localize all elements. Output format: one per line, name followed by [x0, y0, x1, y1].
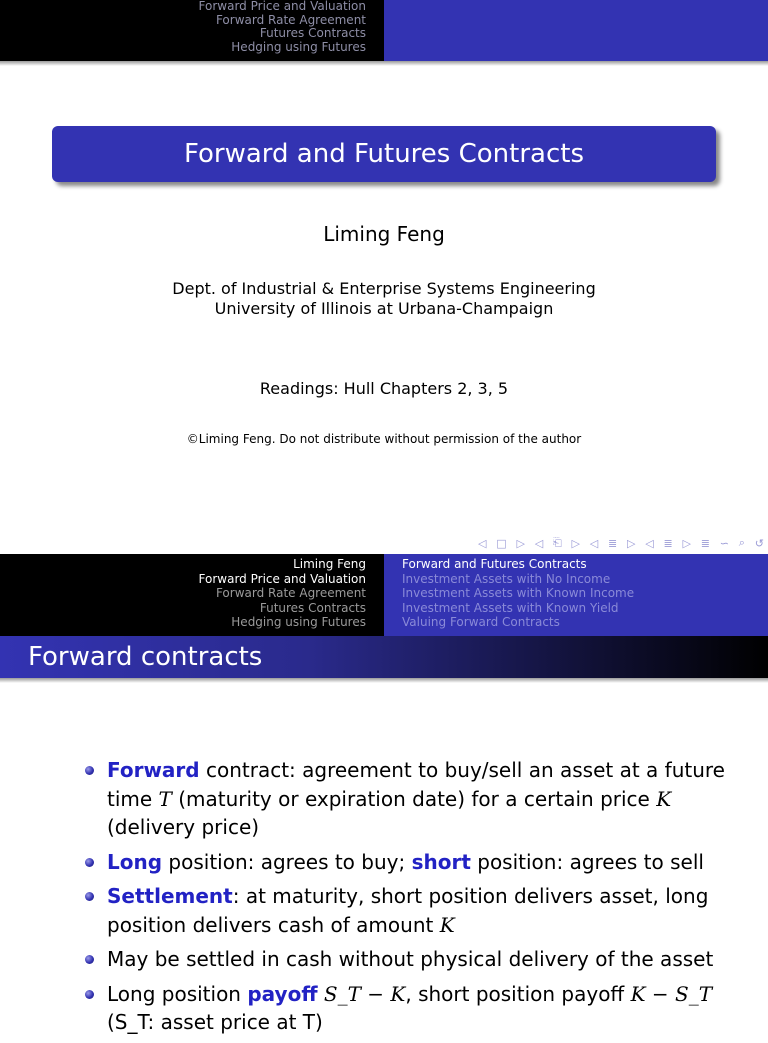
nav-subsection-known-yield[interactable]: Investment Assets with Known Yield [402, 600, 619, 615]
keyword: payoff [247, 981, 318, 1006]
bullet-text: , short position payoff [405, 981, 631, 1006]
nav-section-fra[interactable]: Forward Rate Agreement [215, 12, 366, 27]
math-symbol: T [158, 786, 172, 811]
prev-frame-icon[interactable]: ◁ [478, 536, 487, 550]
bullet-icon [85, 766, 94, 775]
beamer-navigation-controls [478, 536, 764, 550]
nav-section-forward-price[interactable]: Forward Price and Valuation [198, 571, 366, 586]
affiliation-university: University of Illinois at Urbana-Champaign [214, 299, 554, 318]
next-subsection-icon[interactable]: ▷ [627, 536, 636, 550]
nav-section-forward-price[interactable]: Forward Price and Valuation [198, 0, 366, 13]
nav-section-fra[interactable]: Forward Rate Agreement [215, 586, 366, 600]
keyword: Settlement [107, 884, 233, 908]
bullet-icon [85, 858, 94, 867]
nav-subsection-known-income[interactable]: Investment Assets with Known Income [402, 586, 635, 600]
presentation-title: Forward and Futures Contracts [52, 126, 716, 182]
math-symbol: K [656, 786, 672, 811]
bullet-icon [85, 990, 94, 999]
keyword: Long [107, 849, 163, 874]
section-navigation [0, 0, 768, 61]
nav-section-futures[interactable]: Futures Contracts [259, 600, 366, 615]
list-item [84, 945, 744, 974]
bullet-text: (maturity or expiration date) for a certain price [171, 786, 657, 811]
list-item [84, 756, 744, 842]
nav-section-hedging[interactable]: Hedging using Futures [231, 615, 366, 629]
affiliation-department: Dept. of Industrial & Enterprise Systems Engineering [172, 279, 596, 298]
bullet-text: position: agrees to sell [470, 849, 704, 874]
frame-title-shadow [0, 678, 768, 683]
nav-shadow [0, 61, 768, 66]
keyword: short [411, 849, 471, 874]
back-icon[interactable]: ∽ [719, 536, 729, 550]
section-icon[interactable]: ≣ [663, 536, 673, 550]
list-item [84, 980, 744, 1037]
subsection-list [384, 0, 768, 61]
search-icon[interactable]: ⌕ [738, 536, 745, 549]
bullet-icon [85, 955, 94, 964]
bullet-text: : at maturity, short position delivers asset, long position delivers cash of amount [107, 884, 709, 937]
subsection-icon[interactable]: ≣ [608, 536, 618, 550]
bullet-text: Long position [107, 981, 248, 1006]
next-section-icon[interactable]: ▷ [682, 536, 691, 550]
bullet-text: May be settled in cash without physical delivery of the asset [107, 947, 714, 971]
nav-section-futures[interactable]: Futures Contracts [259, 26, 366, 41]
math-expression: S_T − K [323, 981, 406, 1006]
section-list [0, 0, 384, 61]
bullet-text: position: agrees to buy; [162, 849, 412, 874]
frame-icon[interactable]: □ [496, 536, 507, 550]
slide-icon[interactable]: ⎗ [552, 536, 562, 549]
next-slide-icon[interactable]: ▷ [571, 536, 580, 550]
section-list [0, 554, 384, 636]
frame-title: Forward contracts [0, 636, 768, 678]
nav-subsection-no-income[interactable]: Investment Assets with No Income [402, 571, 611, 586]
nav-subsection-valuing[interactable]: Valuing Forward Contracts [402, 615, 560, 629]
bullet-text: contract: agreement to buy/sell an asset at a future time [107, 758, 725, 811]
section-navigation [0, 554, 768, 636]
content-slide [0, 554, 768, 1034]
prev-slide-icon[interactable]: ◁ [534, 536, 544, 550]
author-name: Liming Feng [323, 222, 445, 246]
document-icon[interactable]: ≣ [700, 536, 710, 550]
bullet-icon [85, 892, 94, 901]
bullet-text: (S_T: asset price at T) [107, 1010, 323, 1034]
nav-subsection-forward-futures[interactable]: Forward and Futures Contracts [402, 557, 587, 571]
prev-section-icon[interactable]: ◁ [645, 536, 654, 550]
list-item [84, 848, 744, 877]
refresh-icon[interactable]: ↺ [754, 536, 764, 550]
keyword: Forward [107, 758, 200, 782]
math-expression: K − S_T [630, 981, 713, 1006]
math-symbol: K [439, 912, 455, 937]
bullet-list [84, 756, 744, 1043]
nav-author[interactable]: Liming Feng [293, 557, 366, 571]
next-frame-icon[interactable]: ▷ [516, 536, 525, 550]
bullet-text: (delivery price) [107, 815, 260, 839]
list-item [84, 882, 744, 939]
subsection-list [384, 554, 768, 636]
prev-subsection-icon[interactable]: ◁ [589, 536, 599, 550]
nav-section-hedging[interactable]: Hedging using Futures [231, 39, 366, 54]
readings-note: Readings: Hull Chapters 2, 3, 5 [259, 379, 509, 398]
copyright-notice: ©Liming Feng. Do not distribute without permission of the author [186, 432, 582, 446]
